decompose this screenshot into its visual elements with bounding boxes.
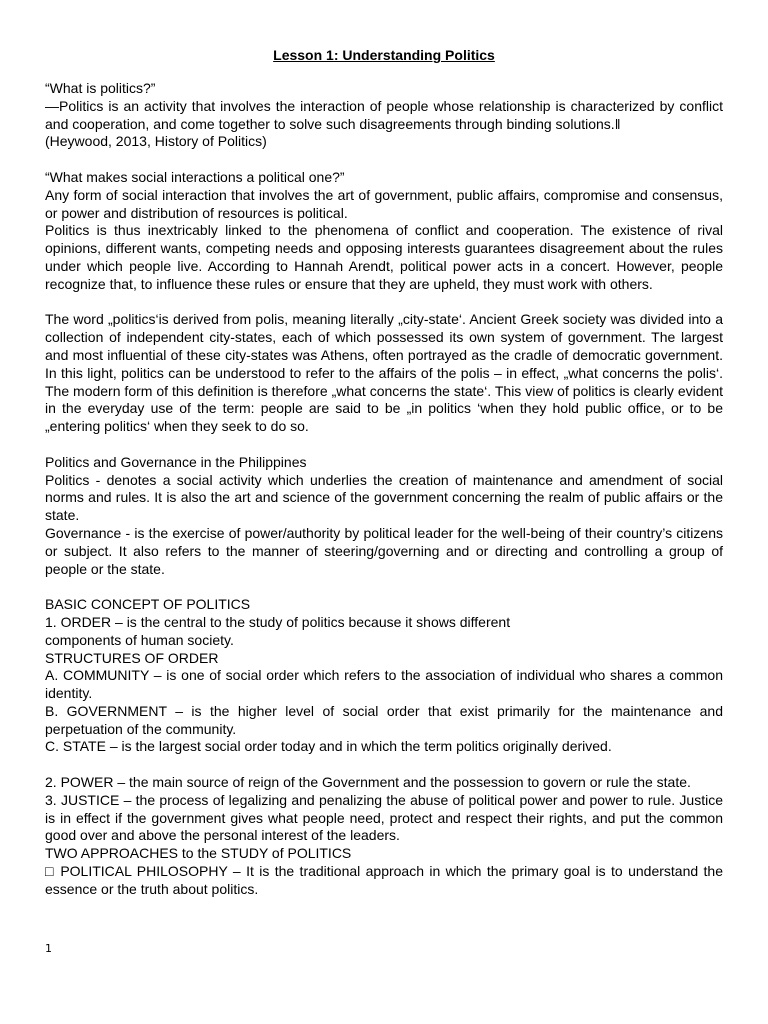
question-social-interactions: “What makes social interactions a political one?” <box>45 168 345 185</box>
politics-definition: —Politics is an activity that involves the interaction of people whose relationship is characterized by conflict and cooperation, and come together to solve such disagreements through binding solutions.‖ <box>45 97 723 132</box>
page-number: 1 <box>45 942 52 955</box>
justice-item: 3. JUSTICE – the process of legalizing and penalizing the abuse of political power and power to rule. Justice is in effect if the government gives what people need, protect and respect their rights, and put the common good over and above the personal interest of the leaders. <box>45 791 723 844</box>
community-item: A. COMMUNITY – is one of social order which refers to the association of individual who shares a common identity. <box>45 667 723 702</box>
structures-heading: STRUCTURES OF ORDER <box>45 649 219 666</box>
definition-citation: (Heywood, 2013, History of Politics) <box>45 133 267 150</box>
order-line-1: 1. ORDER – is the central to the study of politics because it shows different <box>45 613 511 630</box>
approaches-heading: TWO APPROACHES to the STUDY of POLITICS <box>45 845 352 862</box>
spacer <box>45 756 723 774</box>
lesson-title: Lesson 1: Understanding Politics <box>273 47 495 63</box>
question-what-is-politics: “What is politics?” <box>45 80 156 96</box>
politics-denotation: Politics - denotes a social activity which underlies the creation of maintenance and amendment of social norms and rules. It is also the art and science of the government concerning the realm of public affairs or the state. <box>45 471 723 524</box>
power-item: 2. POWER – the main source of reign of the Government and the possession to govern or rule the state. <box>45 774 691 791</box>
governance-denotation: Governance - is the exercise of power/authority by political leader for the well-being of their country’s citizens or subject. It also refers to the manner of steering/governing and or directing and controlling a group of people or the state. <box>45 524 723 577</box>
state-item: C. STATE – is the largest social order today and in which the term politics originally derived. <box>45 738 612 755</box>
order-line-2: components of human society. <box>45 631 234 648</box>
social-interaction-paragraph: Any form of social interaction that involves the art of government, public affairs, compromise and consensus, or power and distribution of resources is political. <box>45 186 723 221</box>
conflict-cooperation-paragraph: Politics is thus inextricably linked to the phenomena of conflict and cooperation. The existence of rival opinions, different wants, competing needs and opposing interests guarantees disagreement about the rules under which people live. According to Hannah Arendt, political power acts in a concert. However, people recognize that, to influence these rules or ensure that they are upheld, they must work with others. <box>45 222 723 292</box>
document-page <box>45 46 723 899</box>
basic-concept-heading: BASIC CONCEPT OF POLITICS <box>45 596 251 613</box>
polis-paragraph: The word „politics‘is derived from polis, meaning literally „city-state‘. Ancient Greek society was divided into a collection of independent city-states, each of which possessed its own system of government. The largest and most influential of these city-states was Athens, often portrayed as the cradle of democratic government. In this light, politics can be understood to refer to the affairs of the polis – in effect, „what concerns the polis‘. The modern form of this definition is therefore „what concerns the state‘. This view of politics is clearly evident in the everyday use of the term: people are said to be „in politics ‘when they hold public office, or to be „entering politics‘ when they seek to do so. <box>45 311 723 435</box>
spacer <box>45 436 723 454</box>
spacer <box>45 294 723 312</box>
philippines-heading: Politics and Governance in the Philippines <box>45 453 307 470</box>
spacer <box>45 578 723 596</box>
political-philosophy-item: □ POLITICAL PHILOSOPHY – It is the traditional approach in which the primary goal is to understand the essence or the truth about politics. <box>45 863 723 897</box>
government-item: B. GOVERNMENT – is the higher level of social order that exist primarily for the maintenance and perpetuation of the community. <box>45 702 723 737</box>
spacer <box>45 151 723 169</box>
